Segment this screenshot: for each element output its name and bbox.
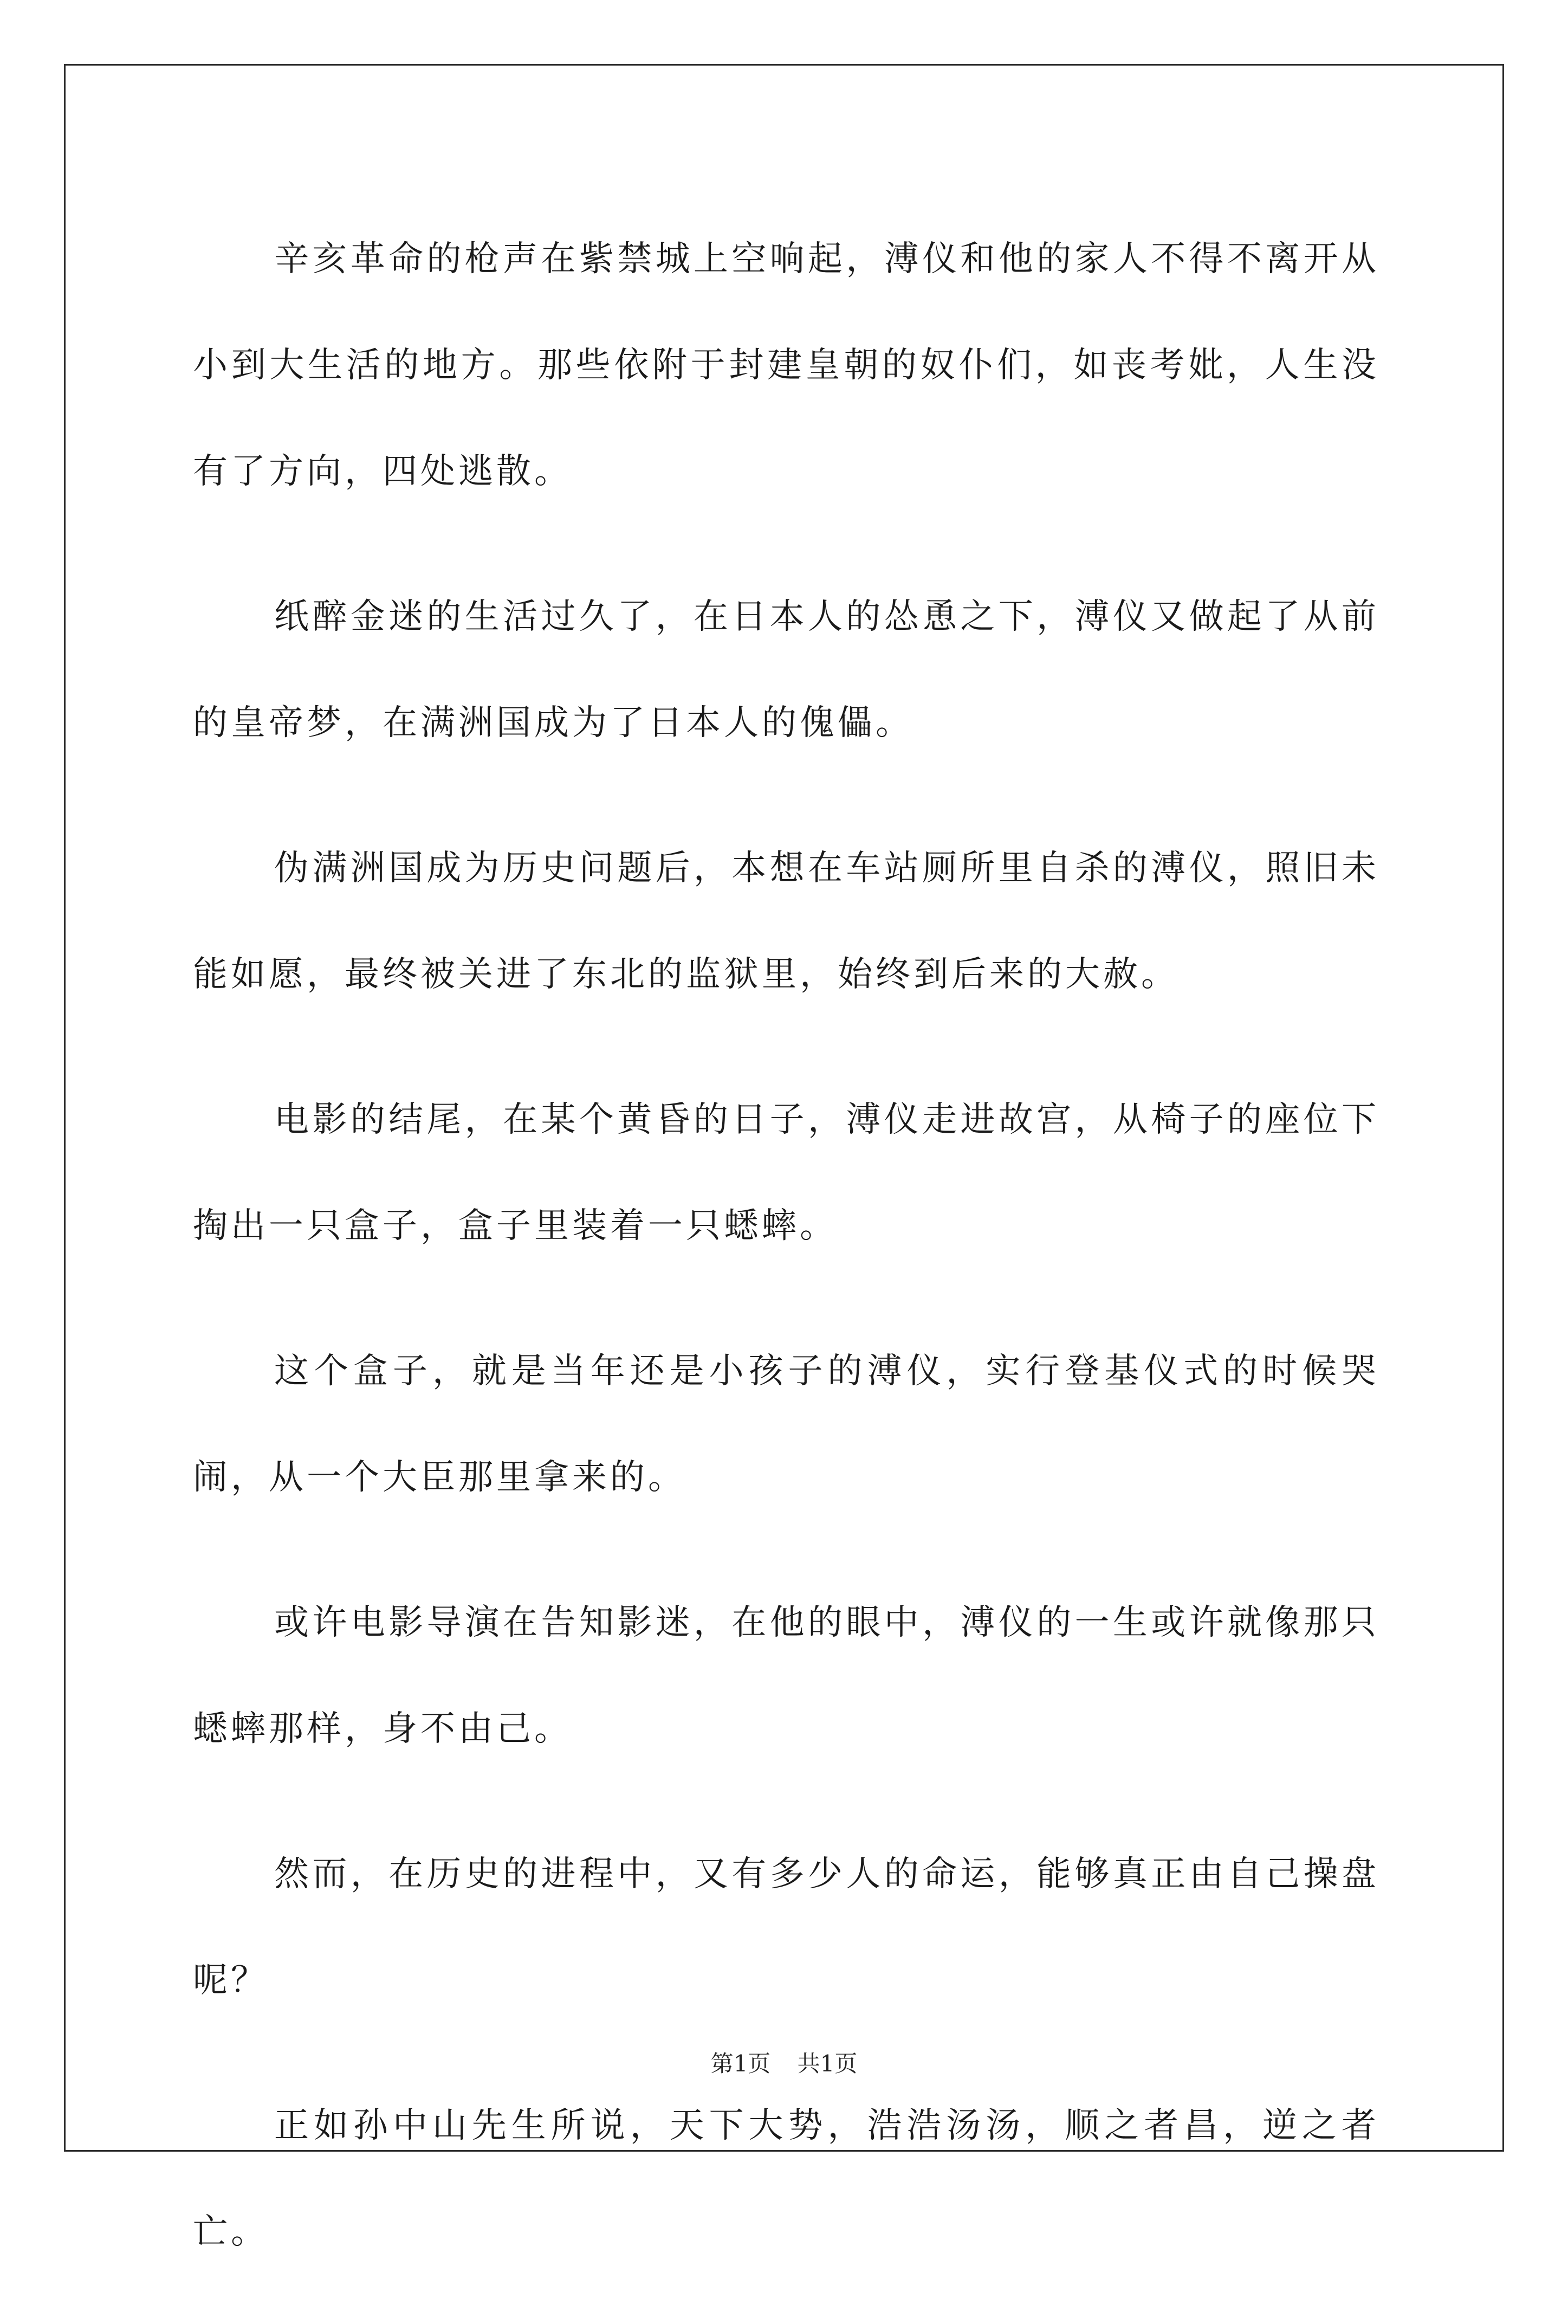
paragraph-6: 或许电影导演在告知影迷，在他的眼中，溥仪的一生或许就像那只蟋蟀那样，身不由己。 [193,1603,1379,1749]
paragraph-7: 然而，在历史的进程中，又有多少人的命运，能够真正由自己操盘呢？ [193,1854,1379,2000]
paragraph-8: 正如孙中山先生所说，天下大势，浩浩汤汤，顺之者昌，逆之者亡。 [193,2106,1379,2252]
paragraph-4: 电影的结尾，在某个黄昏的日子，溥仪走进故宫，从椅子的座位下掏出一只盒子，盒子里装着一只蟋蟀。 [193,1100,1379,1246]
paragraph-1: 辛亥革命的枪声在紫禁城上空响起，溥仪和他的家人不得不离开从小到大生活的地方。那些依附于封建皇朝的奴仆们，如丧考妣，人生没有了方向，四处逃散。 [193,239,1379,492]
page-number: 第1页 [710,2050,771,2077]
paragraph-5: 这个盒子，就是当年还是小孩子的溥仪，实行登基仪式的时候哭闹，从一个大臣那里拿来的。 [193,1351,1379,1497]
paragraph-2: 纸醉金迷的生活过久了，在日本人的怂恿之下，溥仪又做起了从前的皇帝梦，在满洲国成为了日本人的傀儡。 [193,597,1379,743]
page-footer [0,2048,1568,2080]
page-total: 共1页 [797,2050,858,2077]
document-body [193,206,1379,2324]
paragraph-3: 伪满洲国成为历史问题后，本想在车站厕所里自杀的溥仪，照旧未能如愿，最终被关进了东北的监狱里，始终到后来的大赦。 [193,848,1379,995]
